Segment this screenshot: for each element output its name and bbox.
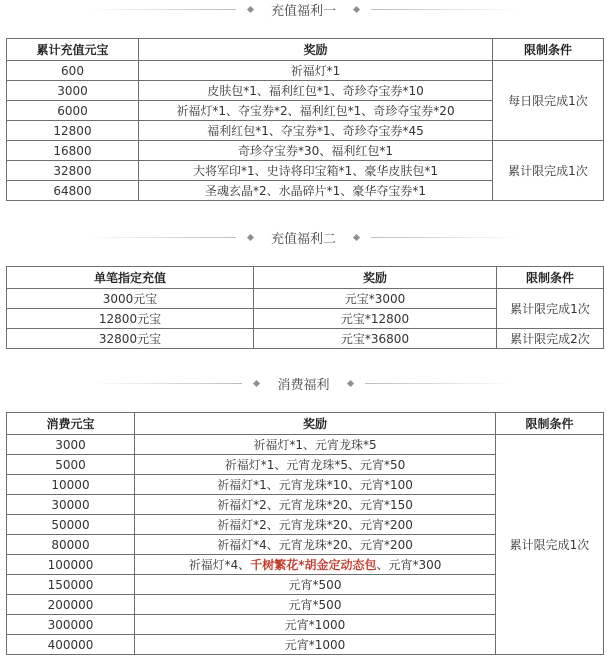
reward-cell: 大将军印*1、史诗将印宝箱*1、豪华皮肤包*1	[139, 161, 493, 181]
reward-cell: 祈福灯*1、元宵龙珠*5、元宵*50	[135, 455, 496, 475]
reward-cell: 祈福灯*2、元宵龙珠*20、元宵*150	[135, 495, 496, 515]
header-cumulative-recharge: 累计充值元宝	[7, 39, 139, 61]
amount-cell: 150000	[7, 575, 135, 595]
diamond-icon	[353, 5, 360, 12]
diamond-icon	[346, 379, 353, 386]
header-reward: 奖励	[135, 413, 496, 435]
reward-cell: 祈福灯*1、元宵龙珠*10、元宵*100	[135, 475, 496, 495]
reward-cell: 元宝*12800	[254, 309, 497, 329]
section-title-recharge-2	[0, 228, 607, 246]
divider-line	[371, 237, 521, 238]
header-limit: 限制条件	[493, 39, 604, 61]
section-title-text: 充值福利二	[270, 231, 336, 247]
reward-cell: 皮肤包*1、福利红包*1、奇珍夺宝券*10	[139, 81, 493, 101]
header-single-recharge: 单笔指定充值	[7, 267, 254, 289]
amount-cell: 3000	[7, 435, 135, 455]
reward-cell: 祈福灯*2、元宵龙珠*20、元宵*200	[135, 515, 496, 535]
amount-cell: 12800元宝	[7, 309, 254, 329]
reward-text: 祈福灯*4、	[188, 557, 251, 572]
amount-cell: 30000	[7, 495, 135, 515]
table-row	[7, 141, 604, 161]
limit-cell: 每日限完成1次	[493, 61, 604, 141]
header-limit: 限制条件	[497, 267, 604, 289]
table-row	[7, 61, 604, 81]
divider-line	[371, 9, 521, 10]
section-title-consumption	[0, 374, 607, 392]
amount-cell: 3000元宝	[7, 289, 254, 309]
amount-cell: 10000	[7, 475, 135, 495]
amount-cell: 50000	[7, 515, 135, 535]
reward-cell: 元宵*1000	[135, 615, 496, 635]
table-header-row	[7, 267, 604, 289]
header-reward: 奖励	[139, 39, 493, 61]
amount-cell: 64800	[7, 181, 139, 201]
amount-cell: 32800	[7, 161, 139, 181]
amount-cell: 400000	[7, 635, 135, 655]
reward-cell: 元宝*3000	[254, 289, 497, 309]
section-title-recharge-1	[0, 0, 607, 18]
highlighted-reward: 千树繁花*胡金定动态包	[250, 557, 377, 572]
reward-cell: 元宵*1000	[135, 635, 496, 655]
section-title-text: 充值福利一	[270, 3, 336, 19]
table-row	[7, 329, 604, 349]
recharge-welfare-2-table	[6, 266, 604, 349]
amount-cell: 80000	[7, 535, 135, 555]
reward-cell: 祈福灯*1、元宵龙珠*5	[135, 435, 496, 455]
amount-cell: 5000	[7, 455, 135, 475]
diamond-icon	[247, 5, 254, 12]
reward-text: 、元宵*300	[376, 557, 442, 572]
divider-line	[365, 383, 515, 384]
reward-cell: 元宵*500	[135, 575, 496, 595]
amount-cell: 32800元宝	[7, 329, 254, 349]
header-limit: 限制条件	[496, 413, 604, 435]
reward-cell	[135, 555, 496, 575]
recharge-welfare-1-table	[6, 38, 604, 201]
reward-cell: 元宵*500	[135, 595, 496, 615]
table-row	[7, 435, 604, 455]
limit-cell: 累计限完成1次	[493, 141, 604, 201]
diamond-icon	[353, 233, 360, 240]
limit-cell: 累计限完成1次	[496, 435, 604, 655]
amount-cell: 6000	[7, 101, 139, 121]
reward-cell: 元宝*36800	[254, 329, 497, 349]
limit-cell: 累计限完成1次	[497, 289, 604, 329]
amount-cell: 3000	[7, 81, 139, 101]
divider-line	[86, 9, 236, 10]
divider-line	[86, 237, 236, 238]
reward-cell: 福利红包*1、夺宝券*1、奇珍夺宝券*45	[139, 121, 493, 141]
table-header-row	[7, 413, 604, 435]
amount-cell: 600	[7, 61, 139, 81]
amount-cell: 100000	[7, 555, 135, 575]
table-row	[7, 289, 604, 309]
reward-cell: 祈福灯*1	[139, 61, 493, 81]
limit-cell: 累计限完成2次	[497, 329, 604, 349]
amount-cell: 12800	[7, 121, 139, 141]
header-reward: 奖励	[254, 267, 497, 289]
amount-cell: 200000	[7, 595, 135, 615]
reward-cell: 圣魂玄晶*2、水晶碎片*1、豪华夺宝券*1	[139, 181, 493, 201]
section-title-text: 消费福利	[277, 377, 330, 393]
reward-cell: 祈福灯*1、夺宝券*2、福利红包*1、奇珍夺宝券*20	[139, 101, 493, 121]
table-header-row	[7, 39, 604, 61]
diamond-icon	[247, 233, 254, 240]
consumption-welfare-table	[6, 412, 604, 655]
amount-cell: 16800	[7, 141, 139, 161]
divider-line	[92, 383, 242, 384]
header-consumed-yuanbao: 消费元宝	[7, 413, 135, 435]
diamond-icon	[253, 379, 260, 386]
reward-cell: 奇珍夺宝券*30、福利红包*1	[139, 141, 493, 161]
amount-cell: 300000	[7, 615, 135, 635]
reward-cell: 祈福灯*4、元宵龙珠*20、元宵*200	[135, 535, 496, 555]
